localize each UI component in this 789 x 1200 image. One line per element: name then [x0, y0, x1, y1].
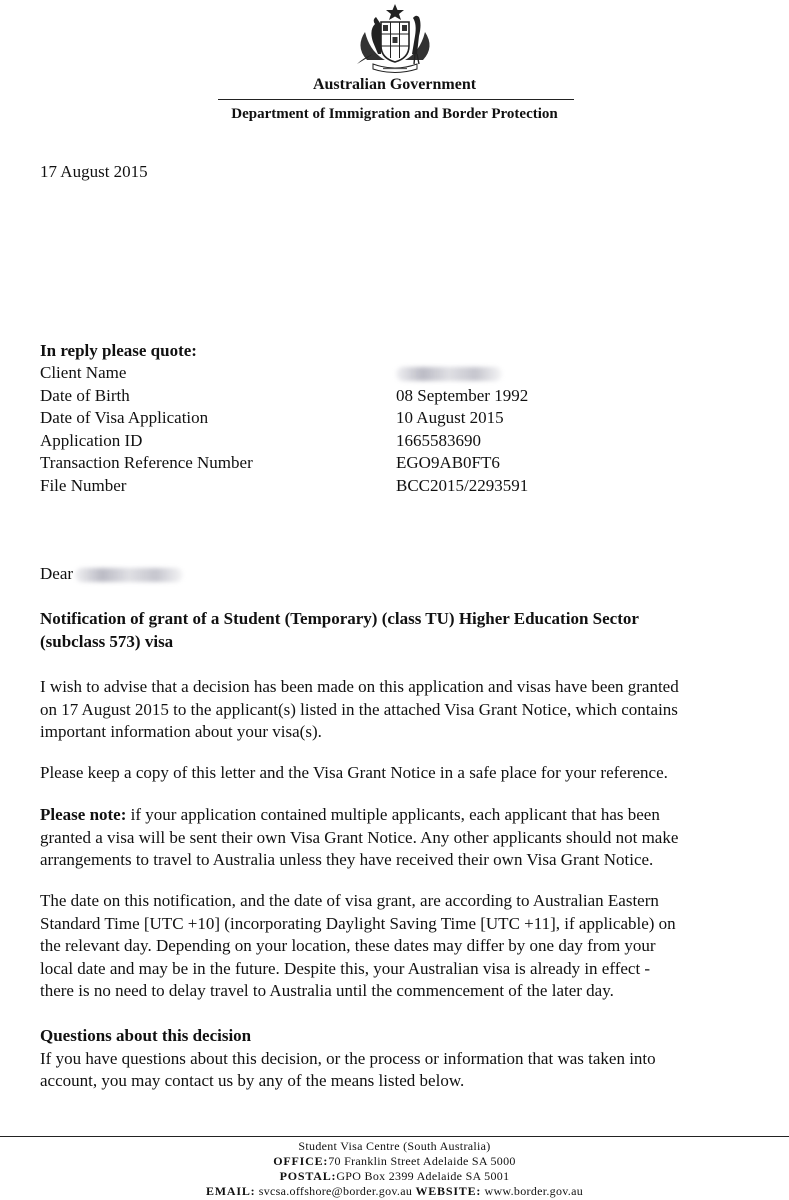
- footer-divider: [0, 1136, 789, 1137]
- paragraph-line: on 17 August 2015 to the applicant(s) listed in the attached Visa Grant Notice, which contains: [40, 699, 678, 719]
- client-name-value: [396, 362, 502, 385]
- application-id-label: Application ID: [40, 430, 143, 450]
- dob-label: Date of Birth: [40, 385, 130, 405]
- paragraph-line: account, you may contact us by any of the means listed below.: [40, 1071, 465, 1090]
- paragraph-line: if your application contained multiple applicants, each applicant that has been: [126, 805, 660, 824]
- redacted-salutation-name: [75, 568, 183, 582]
- paragraph-line: there is no need to delay travel to Australia until the commencement of the later day.: [40, 981, 614, 1000]
- paragraph-line: granted a visa will be sent their own Visa Grant Notice. Any other applicants should not make: [40, 827, 679, 847]
- application-id-value: 1665583690: [396, 430, 481, 450]
- email-label: EMAIL:: [205, 1184, 256, 1198]
- website-label: WEBSITE:: [415, 1184, 482, 1198]
- department-title: Department of Immigration and Border Protection: [231, 106, 558, 122]
- application-date-value: 10 August 2015: [396, 408, 504, 427]
- paragraph-line: important information about your visa(s).: [40, 722, 322, 741]
- paragraph-line: If you have questions about this decision, or the process or information that was taken into: [40, 1048, 656, 1068]
- office-label: OFFICE:: [273, 1154, 329, 1168]
- client-name-label: Client Name: [40, 363, 127, 382]
- subject-line-2: (subclass 573) visa: [40, 632, 174, 651]
- questions-heading: Questions about this decision: [40, 1026, 252, 1045]
- email-link[interactable]: svcsa.offshore@border.gov.au: [255, 1184, 416, 1198]
- transaction-ref-label: Transaction Reference Number: [40, 453, 253, 472]
- file-number-label: File Number: [40, 475, 127, 495]
- letter-date: 17 August 2015: [40, 162, 148, 181]
- file-number-value: BCC2015/2293591: [396, 475, 529, 495]
- paragraph-line: I wish to advise that a decision has been made on this application and visas have been granted: [40, 677, 679, 696]
- salutation: [40, 563, 183, 586]
- paragraph-line: arrangements to travel to Australia unless they have received their own Visa Grant Notice.: [40, 850, 654, 869]
- redacted-client-name: [396, 367, 502, 381]
- footer-office: [0, 1154, 789, 1169]
- postal-address: GPO Box 2399 Adelaide SA 5001: [336, 1169, 510, 1183]
- paragraph-line: The date on this notification, and the date of visa grant, are according to Australian Eastern: [40, 891, 659, 910]
- paragraph-line: Standard Time [UTC +10] (incorporating Daylight Saving Time [UTC +11], if applicable) on: [40, 913, 676, 933]
- paragraph-line: the relevant day. Depending on your location, these dates may differ by one day from your: [40, 936, 656, 955]
- paragraph-date-info: [40, 890, 760, 1003]
- paragraph-please-note: [40, 804, 760, 872]
- subject-line: [40, 607, 740, 653]
- office-address: 70 Franklin Street Adelaide SA 5000: [328, 1154, 516, 1168]
- please-note-label: Please note:: [40, 805, 127, 824]
- coat-of-arms-icon: [345, 2, 445, 74]
- paragraph-keep-copy: [40, 762, 760, 785]
- footer-contact: [0, 1184, 789, 1199]
- postal-label: POSTAL:: [279, 1169, 337, 1183]
- paragraph-line: Please keep a copy of this letter and the Visa Grant Notice in a safe place for your reference.: [40, 763, 668, 782]
- government-title: Australian Government: [312, 76, 477, 93]
- paragraph-line: local date and may be in the future. Despite this, your Australian visa is already in effect -: [40, 958, 651, 978]
- dob-value: 08 September 1992: [396, 385, 529, 405]
- footer-postal: [0, 1169, 789, 1184]
- footer-centre: Student Visa Centre (South Australia): [298, 1139, 491, 1153]
- application-date-label: Date of Visa Application: [40, 408, 209, 427]
- website-link[interactable]: www.border.gov.au: [481, 1184, 584, 1198]
- reference-heading: In reply please quote:: [40, 341, 197, 360]
- transaction-ref-value: EGO9AB0FT6: [396, 453, 500, 472]
- paragraph-decision: [40, 676, 760, 744]
- subject-line-1: Notification of grant of a Student (Temporary) (class TU) Higher Education Sector: [40, 609, 639, 628]
- questions-section: [40, 1025, 760, 1093]
- letterhead-divider: [218, 99, 574, 100]
- salutation-word: Dear: [40, 564, 74, 583]
